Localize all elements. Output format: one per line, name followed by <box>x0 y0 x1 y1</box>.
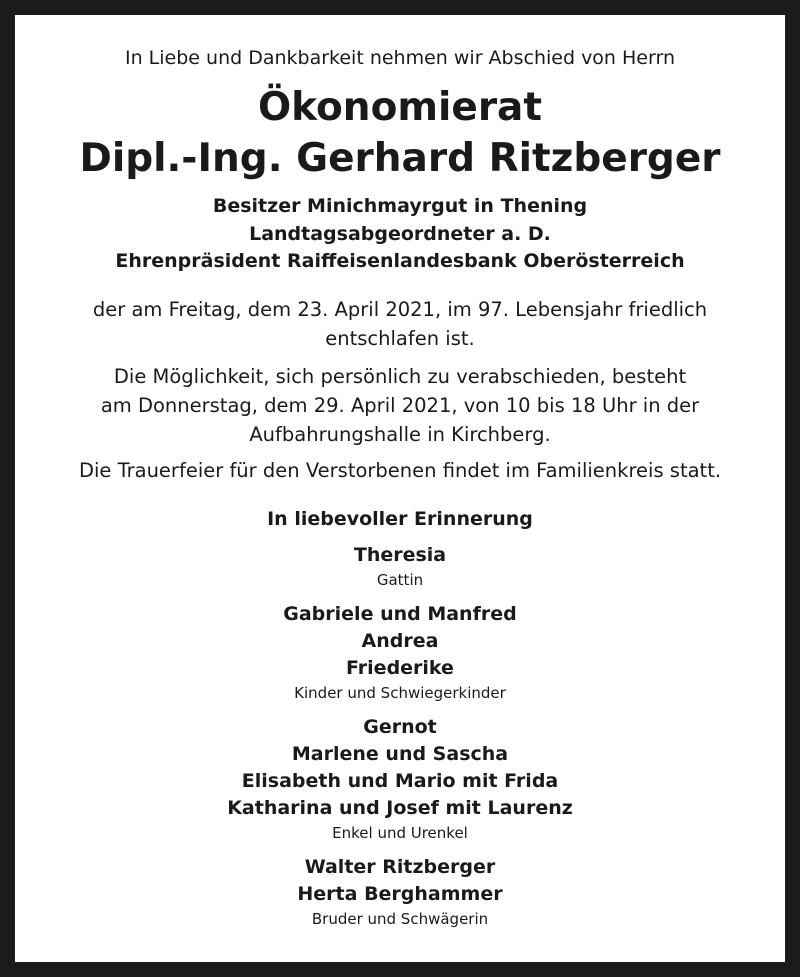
role-line: Landtagsabgeordneter a. D. <box>249 222 551 245</box>
mourner-name: Friederike <box>346 657 454 679</box>
mourner-group-grandchildren <box>15 714 785 844</box>
roles-list <box>15 193 785 276</box>
role-line: Ehrenpräsident Raiffeisenlandesbank Oberösterreich <box>115 250 685 272</box>
viewing-paragraph <box>15 362 785 449</box>
paragraph-line: der am Freitag, dem 23. April 2021, im 97. Lebensjahr friedlich <box>92 298 708 321</box>
mourner-relation: Bruder und Schwägerin <box>311 910 489 928</box>
obituary-notice <box>15 15 785 962</box>
title-name: Dipl.-Ing. Gerhard Ritzberger <box>79 136 721 181</box>
mourner-relation: Gattin <box>376 571 424 589</box>
intro-text: In Liebe und Dankbarkeit nehmen wir Abschied von Herrn <box>125 47 675 69</box>
mourner-name: Herta Berghammer <box>297 883 503 905</box>
mourner-name: Gabriele und Manfred <box>283 603 517 625</box>
mourner-name: Marlene und Sascha <box>291 743 509 765</box>
ceremony-paragraph <box>15 456 785 485</box>
death-paragraph <box>15 295 785 353</box>
role-line: Besitzer Minichmayrgut in Thening <box>212 195 588 217</box>
mourner-name: Gernot <box>363 716 437 738</box>
mourners-section <box>15 506 785 930</box>
mourner-group-children <box>15 601 785 704</box>
title-honorific: Ökonomierat <box>257 85 543 130</box>
paragraph-line: Die Trauerfeier für den Verstorbenen findet im Familienkreis statt. <box>78 459 722 482</box>
mourner-group-spouse <box>15 542 785 591</box>
mourner-name: Theresia <box>353 544 447 566</box>
mourner-name: Katharina und Josef mit Laurenz <box>227 797 573 819</box>
mourner-name: Elisabeth und Mario mit Frida <box>241 770 559 792</box>
mourner-relation: Kinder und Schwiegerkinder <box>294 684 506 702</box>
mourner-relation: Enkel und Urenkel <box>332 824 468 842</box>
mourners-heading: In liebevoller Erinnerung <box>267 508 533 530</box>
mourner-name: Andrea <box>361 630 439 652</box>
paragraph-line: Aufbahrungshalle in Kirchberg. <box>249 423 551 446</box>
mourner-name: Walter Ritzberger <box>304 856 496 878</box>
paragraph-line: Die Möglichkeit, sich persönlich zu verabschieden, besteht <box>113 365 687 388</box>
paragraph-line: am Donnerstag, dem 29. April 2021, von 10 bis 18 Uhr in der <box>100 394 700 417</box>
paragraph-line: entschlafen ist. <box>325 327 475 350</box>
mourner-group-siblings <box>15 854 785 930</box>
